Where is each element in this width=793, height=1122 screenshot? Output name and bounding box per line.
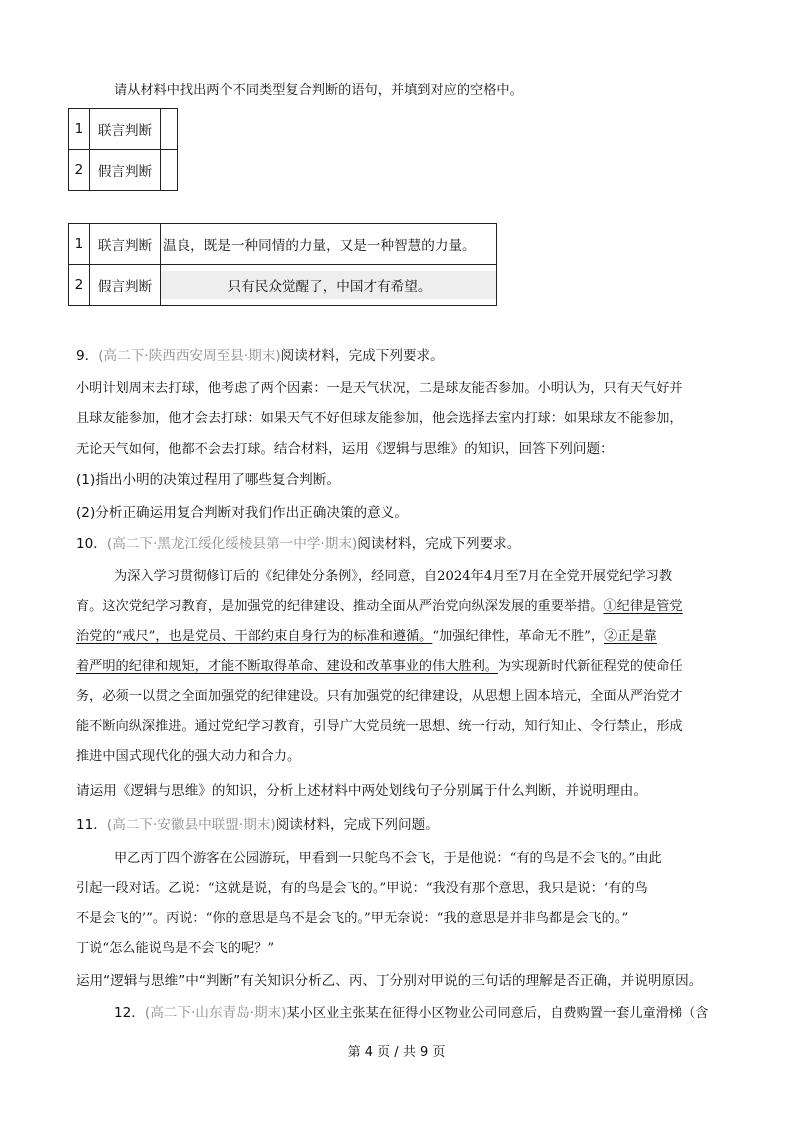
material-line: 且球友能参加，他才会去打球：如果天气不好但球友能参加，他会选择去室内打球：如果球友不能参加， <box>76 411 683 426</box>
question-number: 10． <box>76 536 107 552</box>
material-line: 不是会飞的’”。丙说：“你的意思是鸟不是会飞的。”甲无奈说：“我的意思是并非鸟都是会飞的。” <box>76 911 629 926</box>
question-prompt: 运用“逻辑与思维”中“判断”有关知识分析乙、丙、丁分别对甲说的三句话的理解是否正确，并说明原因。 <box>76 973 703 989</box>
material-line: 为深入学习贯彻修订后的《纪律处分条例》，经同意，自2024年4月至7月在全党开展党纪学习教 <box>114 569 673 584</box>
material-line: 育。这次党纪学习教育，是加强党的纪律建设、推动全面从严治党向纵深发展的重要举措。①纪律是管党 <box>76 599 683 614</box>
question-instruction: 阅读材料，完成下列问题。 <box>275 817 439 833</box>
material-line: 能不断向纵深推进。通过党纪学习教育，引导广大党员统一思想、统一行动，知行知止、令行禁止，形成 <box>76 719 683 734</box>
material-line: 小明计划周末去打球，他考虑了两个因素：一是天气状况，二是球友能否参加。小明认为，只有天气好并 <box>76 381 683 396</box>
question-source: (高二下·山东青岛·期末) <box>144 1005 287 1021</box>
blank-answer-table <box>68 108 178 191</box>
judgment-type-label: 联言判断 <box>90 109 161 150</box>
question-9-header <box>76 347 444 365</box>
underlined-sentence-2: ②正是靠 <box>604 629 657 644</box>
question-instruction: 阅读材料，完成下列要求。 <box>280 348 444 364</box>
material-line: 引起一段对话。乙说：“这就是说，有的鸟是会飞的。”甲说：“我没有那个意思，我只是说：‘有的鸟 <box>76 881 648 896</box>
judgment-type-label: 假言判断 <box>90 265 161 306</box>
table-row <box>69 224 497 265</box>
row-number: 2 <box>69 265 90 306</box>
page-footer: 第 4 页 / 共 9 页 <box>347 1045 446 1060</box>
material-line: 推进中国式现代化的强大动力和合力。 <box>76 749 301 764</box>
table-row <box>69 109 178 150</box>
question-number: 9． <box>76 348 99 364</box>
material-line: 甲乙丙丁四个游客在公园游玩，甲看到一只鸵鸟不会飞，于是他说：“有的鸟是不会飞的。”由此 <box>114 851 662 866</box>
answer-cell[interactable] <box>161 109 178 150</box>
row-number: 2 <box>69 150 90 191</box>
question-12-header <box>114 1004 709 1023</box>
material-line: 无论天气如何，他都不会去打球。结合材料，运用《逻辑与思维》的知识，回答下列问题： <box>76 441 614 457</box>
sub-question-2: (2)分析正确运用复合判断对我们作出正确决策的意义。 <box>76 505 408 521</box>
answer-text: 只有民众觉醒了，中国才有希望。 <box>161 271 496 299</box>
underlined-sentence-2: 着严明的纪律和规矩，才能不断取得革命、建设和改革事业的伟大胜利。 <box>76 659 498 674</box>
underlined-sentence-1: ①纪律是管党 <box>603 599 683 614</box>
material-line: 丁说“怎么能说鸟是不会飞的呢？” <box>76 941 275 956</box>
row-number: 1 <box>69 109 90 150</box>
table-row <box>69 265 497 306</box>
question-11-header <box>76 816 439 834</box>
material-line: 着严明的纪律和规矩，才能不断取得革命、建设和改革事业的伟大胜利。为实现新时代新征程党的使命任 <box>76 659 683 674</box>
filled-answer-table <box>68 223 497 306</box>
question-source: (高二下·黑龙江绥化绥棱县第一中学·期末) <box>106 536 358 552</box>
answer-cell[interactable] <box>161 150 178 191</box>
question-number: 12． <box>114 1005 145 1021</box>
answer-text: 温良，既是一种同情的力量，又是一种智慧的力量。 <box>161 230 496 258</box>
intro-line: 请从材料中找出两个不同类型复合判断的语句，并填到对应的空格中。 <box>114 83 523 98</box>
answer-cell <box>161 265 497 306</box>
question-instruction: 阅读材料，完成下列要求。 <box>357 536 521 552</box>
material-line: 治党的“戒尺”，也是党员、干部约束自身行为的标准和遵循。“加强纪律性，革命无不胜”，②正是靠 <box>76 629 657 644</box>
row-number: 1 <box>69 224 90 265</box>
table-row <box>69 150 178 191</box>
material-line: 务，必须一以贯之全面加强党的纪律建设。只有加强党的纪律建设，从思想上固本培元，全面从严治党才 <box>76 689 683 704</box>
underlined-sentence-1: 治党的“戒尺”，也是党员、干部约束自身行为的标准和遵循。 <box>76 629 433 644</box>
question-prompt: 请运用《逻辑与思维》的知识，分析上述材料中两处划线句子分别属于什么判断，并说明理由。 <box>76 783 647 799</box>
judgment-type-label: 联言判断 <box>90 224 161 265</box>
question-10-header <box>76 535 520 553</box>
judgment-type-label: 假言判断 <box>90 150 161 191</box>
question-text: 某小区业主张某在征得小区物业公司同意后，自费购置一套儿童滑梯（含 <box>286 1006 709 1021</box>
sub-question-1: (1)指出小明的决策过程用了哪些复合判断。 <box>76 472 340 488</box>
question-number: 11． <box>76 817 107 833</box>
answer-cell <box>161 224 497 265</box>
question-source: (高二下·安徽县中联盟·期末) <box>106 817 276 833</box>
question-source: (高二下·陕西西安周至县·期末) <box>98 348 281 364</box>
